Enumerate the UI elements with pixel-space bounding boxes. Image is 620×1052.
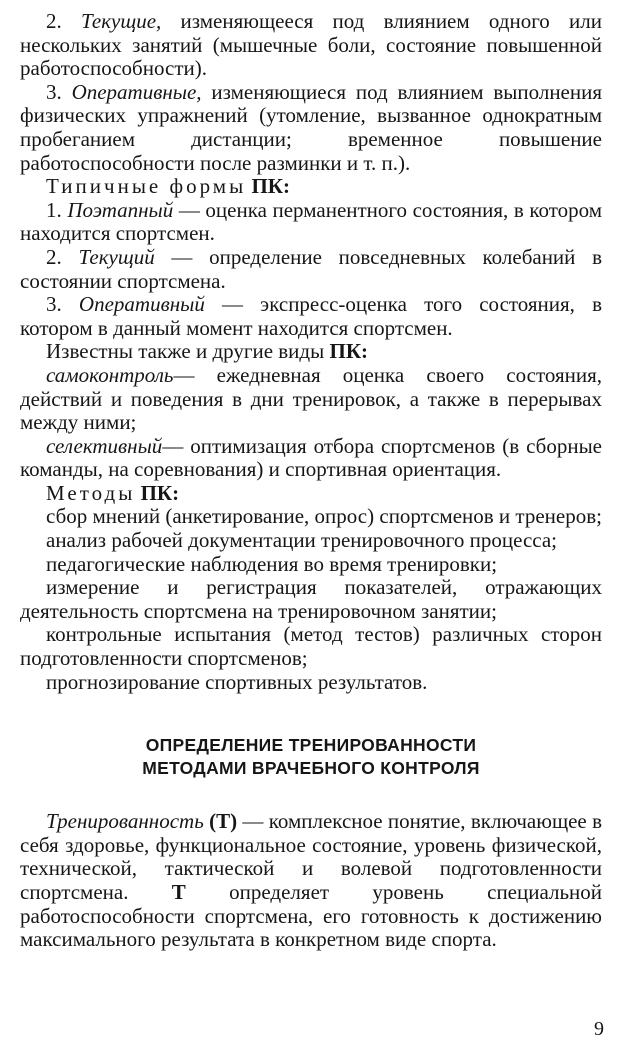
paragraph-text: — оптимизация отбора спортсменов (в сборные команды, на соревнования) и спортивная ориентация. [20,433,602,482]
subheading-abbr: ПК: [329,339,369,364]
method-item: сбор мнений (анкетирование, опрос) спортсменов и тренеров; [46,504,602,529]
method-item: анализ рабочей документации тренировочного процесса; [46,528,558,553]
page-number: 9 [594,1018,604,1040]
paragraph-text: — экспресс-оценка того состояния, в котором в данный момент находится спортсмен. [20,292,603,340]
term: Текущие, [80,9,162,33]
page-content [20,10,602,952]
paragraph-text: — ежедневная оценка своего состояния, действий и поведения в дни тренировок, а также в перерывах между ними; [20,362,602,435]
subheading-typical-forms [20,175,602,199]
term: Поэтапный [67,197,174,222]
term: селективный [46,433,163,458]
paragraph-text: — определение повседневных колебаний в состоянии спортсмена. [20,244,603,293]
item-number: 3. [46,292,62,317]
item-number: 2. [46,9,62,33]
paragraph-text: определяет уровень специальной работоспособности спортсмена, его готовность к достижению максимального результата в конкретном виде спорта. [20,880,603,952]
term: Тренированность [46,809,204,834]
item-number: 1. [46,197,62,222]
section-heading-line: ОПРЕДЕЛЕНИЕ ТРЕНИРОВАННОСТИ [145,735,477,756]
term: Оперативные, [71,79,202,104]
term: Текущий [78,244,155,269]
paragraph-text: изменяющиеся под влиянием выполнения физических упражнений (утомление, вызванное однократным пробеганием дистанции; временное повышение работоспособности после разминки и т. п.). [20,79,603,175]
paragraph-text: — комплексное понятие, включающее в себя здоровье, функциональное состояние, уровень физической, технической, тактической и волевой подготовленности спортсмена. [20,809,602,904]
subheading-text: Типичные формы [46,174,247,199]
method-item: контрольные испытания (метод тестов) различных сторон подготовленности спортсменов; [20,622,602,671]
method-item: прогнозирование спортивных результатов. [46,669,428,694]
item-number: 3. [46,79,62,104]
term-abbr: Т [171,880,186,904]
paragraph-trainedness-definition [20,810,602,952]
form-current [20,246,602,293]
subheading-abbr: ПК: [140,480,180,505]
method-item: измерение и регистрация показателей, отражающих деятельность спортсмена на тренировочном занятии; [20,575,602,623]
item-number: 2. [46,244,62,269]
term: Оперативный [78,292,205,317]
paragraph-operative-changes [20,81,602,175]
subheading-text: Известны также и другие виды [46,339,325,364]
section-heading-line: МЕТОДАМИ ВРАЧЕБНОГО КОНТРОЛЯ [142,758,480,779]
form-operative [20,293,602,340]
type-self-control [20,364,602,435]
method-item: педагогические наблюдения во время тренировки; [46,551,498,576]
section-heading [20,734,602,780]
term-abbr: (Т) [209,809,238,834]
subheading-text: Методы [46,480,136,505]
term: самоконтроль [46,362,174,387]
type-selective [20,435,602,482]
paragraph-current-changes [20,10,602,81]
form-staged [20,199,602,246]
paragraph-text: изменяющееся под влиянием одного или нескольких занятий (мышечные боли, состояние повышенной работоспособности). [20,9,602,81]
subheading-abbr: ПК: [251,174,290,199]
subheading-other-types [20,340,602,364]
subheading-methods [20,482,602,506]
paragraph-text: — оценка перманентного состояния, в котором находится спортсмен. [20,197,603,246]
